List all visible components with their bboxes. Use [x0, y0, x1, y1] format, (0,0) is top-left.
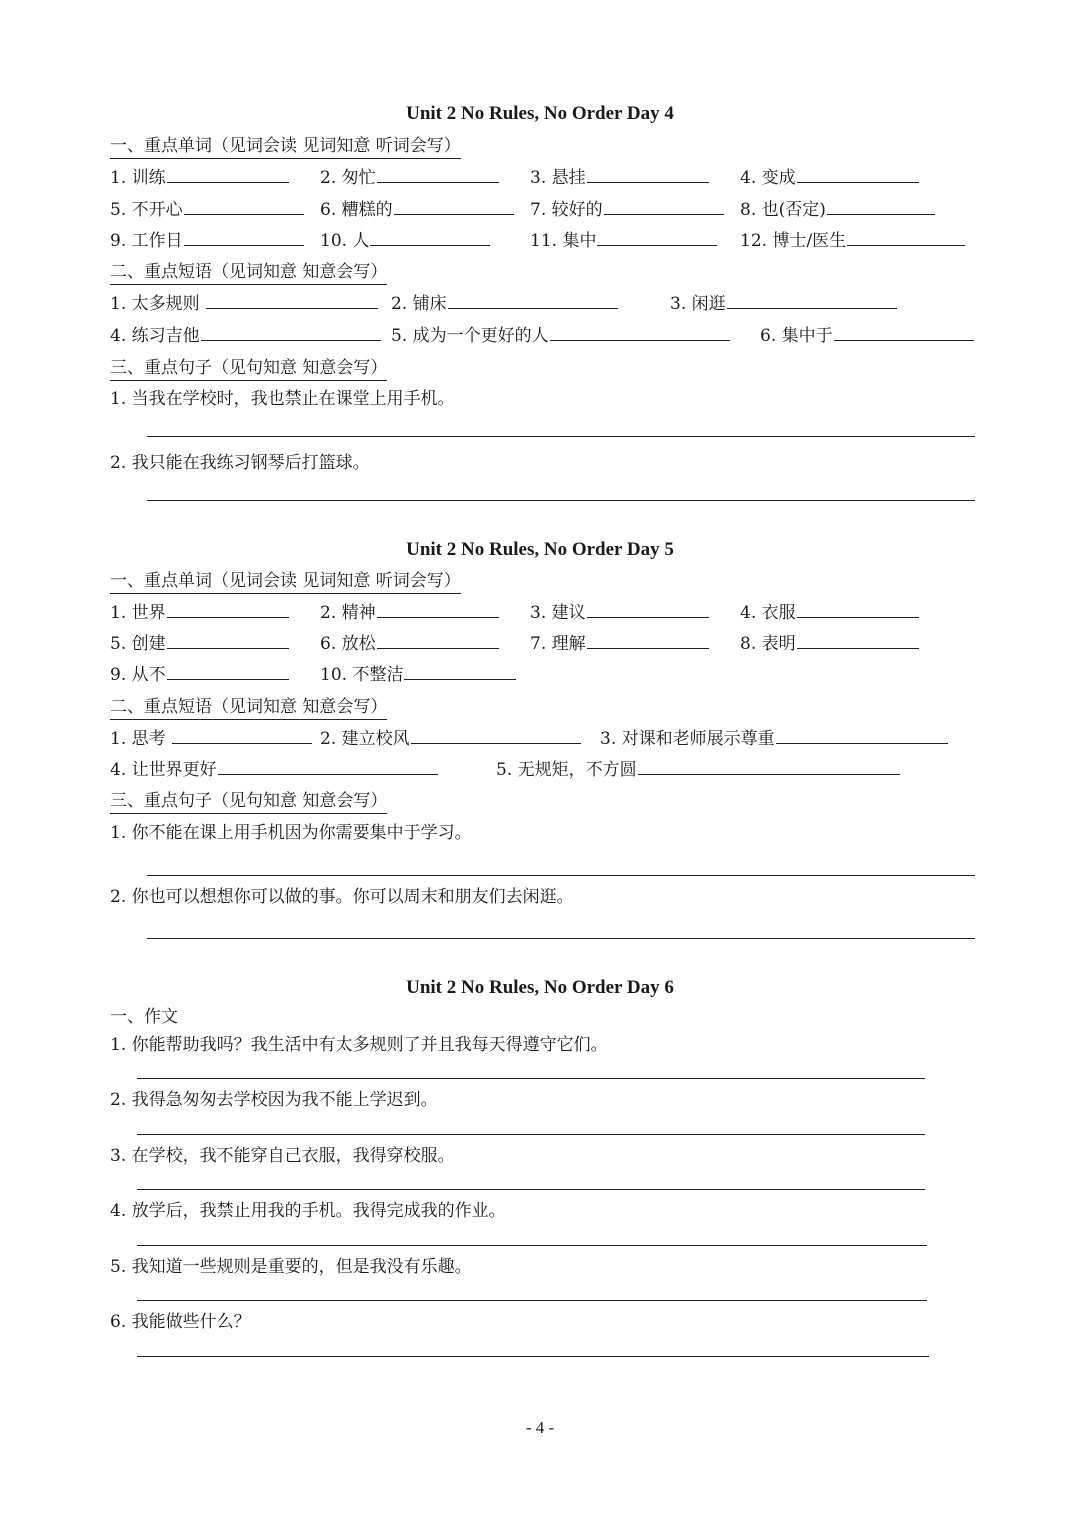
- answer-blank[interactable]: [404, 664, 516, 680]
- answer-blank[interactable]: [377, 167, 499, 183]
- answer-line[interactable]: [137, 1245, 927, 1246]
- day4-section1-heading: 一、重点单词（见词会读 见词知意 听词会写）: [110, 135, 461, 159]
- answer-blank[interactable]: [797, 602, 919, 618]
- day4-section2-heading: 二、重点短语（见词知意 知意会写）: [110, 261, 387, 285]
- answer-blank[interactable]: [394, 199, 514, 215]
- phrase-item: 5. 成为一个更好的人: [391, 325, 730, 347]
- answer-blank[interactable]: [370, 230, 490, 246]
- day4-sentence-2: 2. 我只能在我练习钢琴后打篮球。: [110, 453, 370, 473]
- answer-blank[interactable]: [638, 759, 900, 775]
- word-item: 5. 创建: [110, 633, 289, 655]
- day5-section3-heading: 三、重点句子（见句知意 知意会写）: [110, 790, 387, 814]
- answer-blank[interactable]: [377, 633, 499, 649]
- answer-blank[interactable]: [184, 199, 304, 215]
- answer-blank[interactable]: [587, 633, 709, 649]
- answer-blank[interactable]: [550, 325, 730, 341]
- day6-item-6: 6. 我能做些什么？: [110, 1312, 251, 1332]
- phrase-item: 5. 无规矩，不方圆: [496, 759, 900, 781]
- day4-title: Unit 2 No Rules, No Order Day 4: [406, 103, 674, 124]
- phrase-item: 3. 闲逛: [670, 293, 897, 315]
- word-item: 12. 博士/医生: [740, 230, 965, 252]
- answer-blank[interactable]: [847, 230, 965, 246]
- day5-word-row: [110, 664, 1010, 688]
- word-item: 3. 建议: [530, 602, 709, 624]
- answer-line[interactable]: [137, 1300, 927, 1301]
- word-item: 2. 精神: [320, 602, 499, 624]
- answer-blank[interactable]: [797, 633, 919, 649]
- answer-line[interactable]: [137, 1134, 925, 1135]
- word-item: 1. 训练: [110, 167, 289, 189]
- answer-blank[interactable]: [587, 167, 709, 183]
- answer-line[interactable]: [147, 938, 975, 939]
- answer-line[interactable]: [137, 1078, 925, 1079]
- word-item: 8. 表明: [740, 633, 919, 655]
- day5-sentence-2: 2. 你也可以想想你可以做的事。你可以周末和朋友们去闲逛。: [110, 887, 574, 907]
- word-item: 1. 世界: [110, 602, 289, 624]
- day4-word-row: [110, 167, 1010, 191]
- answer-blank[interactable]: [377, 602, 499, 618]
- phrase-item: 2. 建立校风: [320, 728, 581, 750]
- answer-blank[interactable]: [448, 293, 618, 309]
- answer-blank[interactable]: [184, 230, 304, 246]
- word-item: 5. 不开心: [110, 199, 304, 221]
- phrase-item: 3. 对课和老师展示尊重: [600, 728, 948, 750]
- answer-blank[interactable]: [167, 633, 289, 649]
- phrase-item: 4. 练习吉他: [110, 325, 381, 347]
- day5-phrase-row: [110, 728, 1010, 752]
- answer-line[interactable]: [137, 1189, 925, 1190]
- word-item: 11. 集中: [530, 230, 717, 252]
- day5-section1-heading: 一、重点单词（见词会读 见词知意 听词会写）: [110, 570, 461, 594]
- answer-blank[interactable]: [727, 293, 897, 309]
- word-item: 7. 理解: [530, 633, 709, 655]
- day4-section3-heading: 三、重点句子（见句知意 知意会写）: [110, 357, 387, 381]
- word-item: 9. 从不: [110, 664, 289, 686]
- word-item: 6. 糟糕的: [320, 199, 514, 221]
- word-item: 9. 工作日: [110, 230, 304, 252]
- answer-line[interactable]: [137, 1356, 929, 1357]
- answer-line[interactable]: [147, 436, 975, 437]
- phrase-item: 2. 铺床: [391, 293, 618, 315]
- day5-title: Unit 2 No Rules, No Order Day 5: [406, 539, 674, 560]
- day6-item-4: 4. 放学后，我禁止用我的手机。我得完成我的作业。: [110, 1201, 506, 1221]
- word-item: 4. 变成: [740, 167, 919, 189]
- day5-sentence-1: 1. 你不能在课上用手机因为你需要集中于学习。: [110, 823, 472, 843]
- answer-blank[interactable]: [797, 167, 919, 183]
- day6-item-5: 5. 我知道一些规则是重要的，但是我没有乐趣。: [110, 1257, 472, 1277]
- word-item: 6. 放松: [320, 633, 499, 655]
- phrase-item: 1. 太多规则: [110, 293, 378, 315]
- answer-blank[interactable]: [206, 293, 378, 309]
- day4-word-row: [110, 230, 1010, 254]
- day4-sentence-1: 1. 当我在学校时，我也禁止在课堂上用手机。: [110, 389, 455, 409]
- word-item: 7. 较好的: [530, 199, 724, 221]
- answer-line[interactable]: [147, 500, 975, 501]
- word-item: 10. 不整洁: [320, 664, 516, 686]
- word-item: 3. 悬挂: [530, 167, 709, 189]
- word-item: 8. 也(否定): [740, 199, 935, 221]
- day4-phrase-row: [110, 325, 1010, 349]
- word-item: 10. 人: [320, 230, 490, 252]
- day6-item-3: 3. 在学校，我不能穿自己衣服，我得穿校服。: [110, 1146, 455, 1166]
- day5-word-row: [110, 633, 1010, 657]
- day5-word-row: [110, 602, 1010, 626]
- answer-blank[interactable]: [218, 759, 438, 775]
- day6-item-2: 2. 我得急匆匆去学校因为我不能上学迟到。: [110, 1090, 438, 1110]
- day6-item-1: 1. 你能帮助我吗？我生活中有太多规则了并且我每天得遵守它们。: [110, 1035, 608, 1055]
- day6-title: Unit 2 No Rules, No Order Day 6: [406, 977, 674, 998]
- answer-blank[interactable]: [167, 167, 289, 183]
- answer-blank[interactable]: [604, 199, 724, 215]
- answer-blank[interactable]: [827, 199, 935, 215]
- answer-blank[interactable]: [411, 728, 581, 744]
- phrase-item: 1. 思考: [110, 728, 312, 750]
- day6-section1-heading: 一、作文: [110, 1007, 178, 1027]
- day4-word-row: [110, 199, 1010, 223]
- phrase-item: 6. 集中于: [760, 325, 974, 347]
- answer-blank[interactable]: [587, 602, 709, 618]
- word-item: 4. 衣服: [740, 602, 919, 624]
- answer-blank[interactable]: [201, 325, 381, 341]
- answer-blank[interactable]: [597, 230, 717, 246]
- answer-line[interactable]: [147, 875, 975, 876]
- answer-blank[interactable]: [167, 602, 289, 618]
- word-item: 2. 匆忙: [320, 167, 499, 189]
- answer-blank[interactable]: [172, 728, 312, 744]
- phrase-item: 4. 让世界更好: [110, 759, 438, 781]
- answer-blank[interactable]: [834, 325, 974, 341]
- answer-blank[interactable]: [167, 664, 289, 680]
- day4-phrase-row: [110, 293, 1010, 317]
- day5-phrase-row: [110, 759, 1010, 783]
- day5-section2-heading: 二、重点短语（见词知意 知意会写）: [110, 696, 387, 720]
- answer-blank[interactable]: [776, 728, 948, 744]
- page-number: - 4 -: [525, 1418, 555, 1437]
